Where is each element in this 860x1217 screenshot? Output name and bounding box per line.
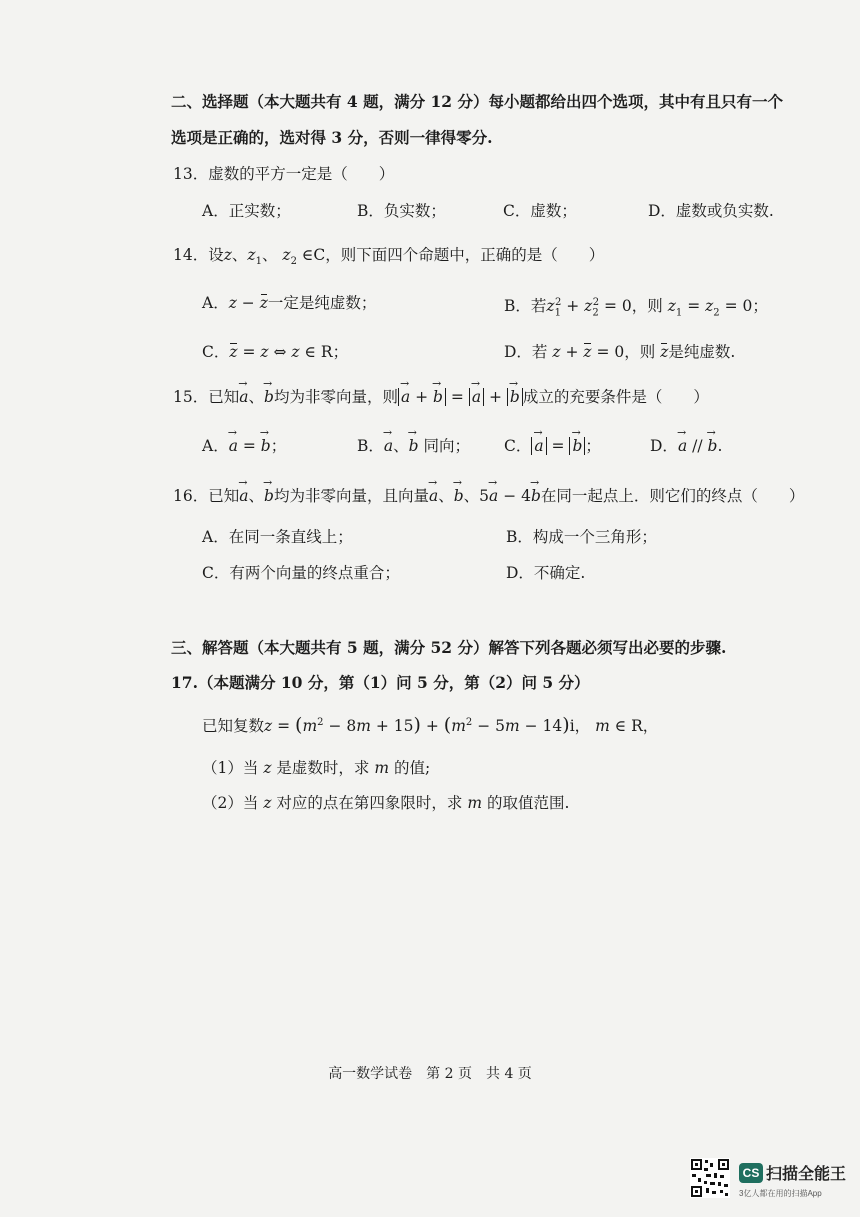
section2-heading-line1: 二、选择题（本大题共有 4 题，满分 12 分）每小题都给出四个选项，其中有且只有一个 xyxy=(171,92,783,111)
q15-prefix: 15．已知 xyxy=(173,388,240,406)
q17-part2-a: （2）当 xyxy=(202,794,259,812)
q15-option-a: A．→ a = → b； xyxy=(202,436,286,456)
q17-given: 已知复数$z = (m^2 - 8m + 15) + (m^2 - 5m - 14)i$， m ∈ R， xyxy=(202,714,659,737)
q16-suffix: 在同一起点上．则它们的终点（ ） xyxy=(540,487,805,505)
q16-mid: 均为非零向量，且向量 xyxy=(273,487,429,505)
q15-option-c: C．→ a = → b ； xyxy=(504,436,601,456)
q15-option-d: D．→ a // → b. xyxy=(650,436,722,456)
q17-part-1: （1）当 z 是虚数时，求 m 的值; xyxy=(202,759,431,777)
q15-suffix: 成立的充要条件是（ ） xyxy=(522,388,709,406)
q15-option-b: B．→ a、→ b 同向； xyxy=(357,436,470,456)
q16-prefix: 16．已知 xyxy=(173,487,240,505)
question-15-stem: 15．已知→ a、→ b均为非零向量，则→ a + → b = → a + → b 成立的充要条件是（ ） xyxy=(173,387,709,407)
q16-option-d: D．不确定. xyxy=(506,564,586,582)
q14-option-a-text: 一定是纯虚数； xyxy=(267,294,377,312)
q17-part2-c: 的取值范围. xyxy=(487,794,570,812)
section3-heading: 三、解答题（本大题共有 5 题，满分 52 分）解答下列各题必须写出必要的步骤. xyxy=(171,638,727,657)
q14-option-d-text: 是纯虚数. xyxy=(668,343,736,361)
q17-part-2: （2）当 z 对应的点在第四象限时，求 m 的取值范围. xyxy=(202,794,570,812)
page-footer: 高一数学试卷 第 2 页 共 4 页 xyxy=(328,1066,532,1082)
q17-part1-a: （1）当 xyxy=(202,759,259,777)
q17-given-prefix: 已知复数 xyxy=(202,717,265,736)
q14-suffix: ，则下面四个命题中，正确的是（ ） xyxy=(325,246,605,264)
q16-option-c: C．有两个向量的终点重合； xyxy=(202,564,400,582)
q16-option-a: A．在同一条直线上； xyxy=(202,528,353,546)
q16-option-b: B．构成一个三角形； xyxy=(506,528,657,546)
question-13-stem: 13．虚数的平方一定是（ ） xyxy=(173,165,395,183)
q14-option-a: A．z − z一定是纯虚数； xyxy=(202,294,377,312)
q14-option-d: D．若 z + z = 0，则 z是纯虚数. xyxy=(504,343,736,361)
q17-part2-b: 对应的点在第四象限时，求 xyxy=(276,794,463,812)
camscanner-slogan: 3亿人都在用的扫描App xyxy=(739,1189,822,1198)
q13-option-c: C．虚数； xyxy=(503,202,577,220)
q14-option-b-text: 若 xyxy=(530,297,547,316)
camscanner-logo-icon: CS xyxy=(739,1163,763,1183)
q14-prefix: 14．设 xyxy=(173,246,224,264)
qr-code-icon xyxy=(690,1158,730,1198)
q17-part1-b: 是虚数时，求 xyxy=(276,759,370,777)
q13-option-a: A．正实数； xyxy=(202,202,291,220)
question-14-stem: 14．设z、$z_1$、 $z_2$ ∈C，则下面四个命题中，正确的是（ ） xyxy=(173,246,605,268)
q15-mid: 均为非零向量，则 xyxy=(273,388,398,406)
q13-option-b: B．负实数； xyxy=(357,202,446,220)
q13-option-d: D．虚数或负实数. xyxy=(648,202,774,220)
question-17-header: 17.（本题满分 10 分，第（1）问 5 分，第（2）问 5 分） xyxy=(171,673,590,692)
q14-option-b: B．若$z_1^2 + z_2^2 = 0$，则 $z_1 = z_2 = 0$； xyxy=(504,297,768,319)
camscanner-name: 扫描全能王 xyxy=(766,1166,847,1183)
q17-part1-c: 的值; xyxy=(394,759,431,777)
question-16-stem: 16．已知→ a、→ b均为非零向量，且向量→ a、→ b、5→ a − 4→ b在同一起点上．则它们的终点（ ） xyxy=(173,486,804,506)
section2-heading-line2: 选项是正确的，选对得 3 分，否则一律得零分. xyxy=(171,128,493,147)
q14-option-c: C．z = z ⇔ z ∈ R； xyxy=(202,343,349,361)
q15-option-b-text: 同向； xyxy=(423,437,471,455)
